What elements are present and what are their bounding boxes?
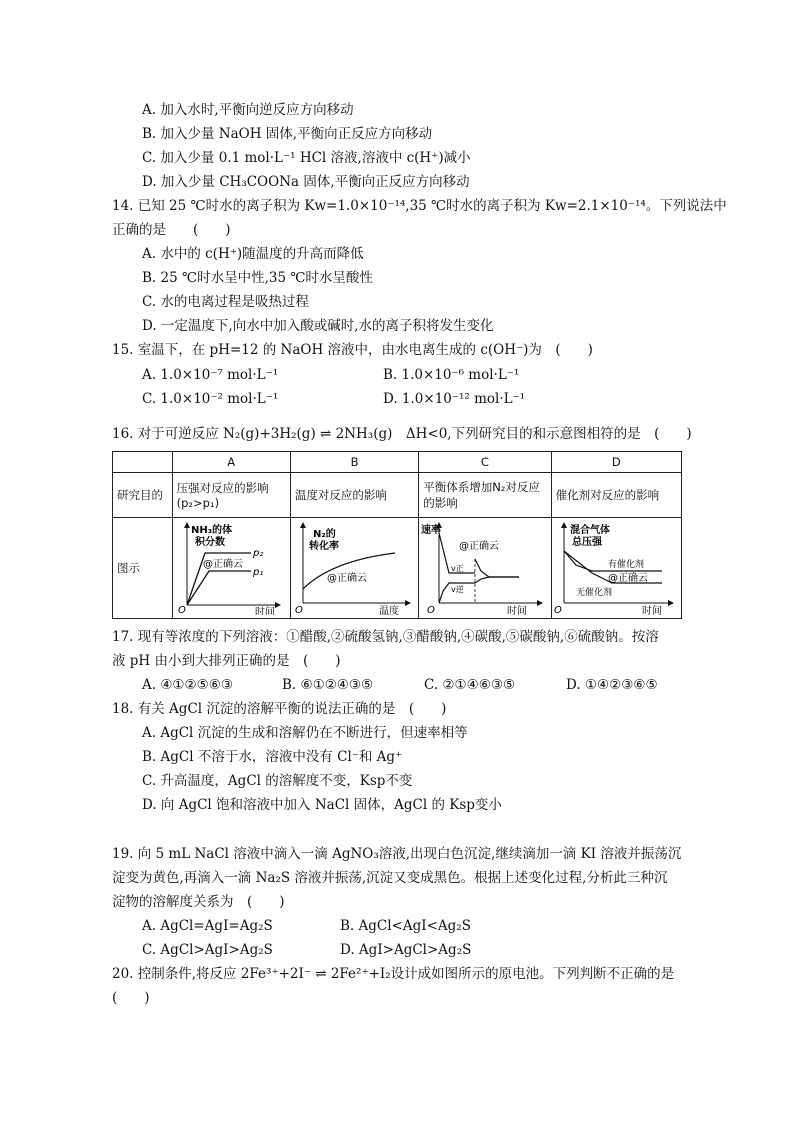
q19-stem-line2: 淀变为黄色,再滴入一滴 Na₂S 溶液并振荡,沉淀又变成黑色。根据上述变化过程,分析此三种沉: [112, 870, 668, 886]
q15-option-c: C. 1.0×10⁻² mol·L⁻¹: [142, 391, 279, 407]
q18-option-d: D. 向 AgCl 饱和溶液中加入 NaCl 固体，AgCl 的 Ksp变小: [142, 797, 502, 813]
y-axis-arrow: [300, 522, 306, 528]
q19-stem-line3: 淀物的溶解度关系为 ( ): [112, 894, 285, 910]
table-header-d: D: [551, 452, 681, 473]
x-axis-arrow: [405, 600, 411, 606]
q17-option-b: B. ⑥①②④③⑤: [282, 677, 374, 693]
q17-option-c: C. ②①④⑥③⑤: [424, 677, 516, 693]
figure-d-graph: [552, 519, 680, 615]
figd-origin: O: [553, 604, 562, 615]
q15-stem: 15. 室温下，在 pH=12 的 NaOH 溶液中，由水电离生成的 c(OH⁻)为 ( ): [112, 342, 593, 358]
q15-option-b: B. 1.0×10⁻⁶ mol·L⁻¹: [383, 367, 520, 383]
q20-stem-line2: ( ): [112, 990, 150, 1006]
purpose-a: 压强对反应的影响(p₂>p₁): [172, 473, 290, 518]
q17-stem-line1: 17. 现有等浓度的下列溶液：①醋酸,②硫酸氢钠,③醋酸钠,④碳酸,⑤碳酸钠,⑥硫酸钠。按溶: [112, 629, 659, 645]
figure-b-graph: [291, 519, 417, 615]
q14-option-c: C. 水的电离过程是吸热过程: [142, 294, 309, 310]
q16-stem: 16. 对于可逆反应 N₂(g)+3H₂(g) ⇌ 2NH₃(g) ΔH<0,下列研究目的和示意图相符的是 ( ): [112, 426, 692, 442]
figure-d: [551, 518, 681, 619]
q19-option-d: D. AgI>AgCl>Ag₂S: [340, 942, 472, 958]
q19-option-b: B. AgCl<AgI<Ag₂S: [340, 918, 471, 934]
figc-v1: v正: [451, 563, 464, 573]
q19-option-a: A. AgCl=AgI=Ag₂S: [142, 918, 273, 934]
figa-ylabel1: NH₃的体: [190, 524, 232, 536]
q18-option-b: B. AgCl 不溶于水，溶液中没有 Cl⁻和 Ag⁺: [142, 749, 403, 765]
q18-option-a: A. AgCl 沉淀的生成和溶解仍在不断进行，但速率相等: [142, 725, 468, 741]
figd-curve2: 无催化剂: [575, 587, 612, 598]
table-header-c: C: [419, 452, 551, 473]
row-label-figure: 图示: [113, 518, 173, 619]
purpose-b: 温度对反应的影响: [290, 473, 418, 518]
figb-ylabel1: N₂的: [312, 528, 336, 540]
purpose-d: 催化剂对反应的影响: [551, 473, 681, 518]
y-axis-arrow: [184, 522, 190, 528]
y-axis-arrow: [561, 522, 567, 528]
q13-option-c: C. 加入少量 0.1 mol·L⁻¹ HCl 溶液,溶液中 c(H⁺)减小: [142, 150, 471, 166]
q20-stem-line1: 20. 控制条件,将反应 2Fe³⁺+2I⁻ ⇌ 2Fe²⁺+I₂设计成如图所示的原电池。下列判断不正确的是: [112, 966, 675, 982]
figure-a-graph: [173, 519, 289, 615]
q14-option-d: D. 一定温度下,向水中加入酸或碱时,水的离子积将发生变化: [142, 318, 494, 334]
figure-b: [290, 518, 418, 619]
figc-v2: v逆: [451, 584, 464, 594]
x-axis-arrow: [668, 600, 674, 606]
q14-option-b: B. 25 ℃时水呈中性,35 ℃时水呈酸性: [142, 270, 373, 286]
q17-option-d: D. ①④②③⑥⑤: [566, 677, 658, 693]
q14-stem-line1: 14. 已知 25 ℃时水的离子积为 Kw=1.0×10⁻¹⁴,35 ℃时水的离子积为 Kw=2.1×10⁻¹⁴。下列说法中: [112, 198, 727, 214]
curve-v-reverse-after: [475, 577, 519, 583]
figc-watermark: @正确云: [459, 540, 500, 552]
figa-ylabel2: 积分数: [194, 536, 225, 548]
q17-stem-line2: 液 pH 由小到大排列正确的是 ( ): [112, 653, 341, 669]
x-axis-arrow: [537, 600, 543, 606]
x-axis-arrow: [275, 602, 281, 608]
q15-option-d: D. 1.0×10⁻¹² mol·L⁻¹: [383, 391, 526, 407]
label-p1: p₁: [252, 566, 263, 578]
table-header-b: B: [290, 452, 418, 473]
figure-c-graph: [419, 519, 549, 615]
q19-stem-line1: 19. 向 5 mL NaCl 溶液中滴入一滴 AgNO₃溶液,出现白色沉淀,继续滴加一滴 KI 溶液并振荡沉: [112, 846, 682, 862]
q14-option-a: A. 水中的 c(H⁺)随温度的升高而降低: [142, 246, 364, 262]
figc-xlabel: 时间: [507, 605, 528, 615]
q14-stem-line2: 正确的是 ( ): [112, 222, 231, 238]
table-header-a: A: [172, 452, 290, 473]
figb-xlabel: 温度: [378, 605, 399, 615]
figa-watermark: @正确云: [202, 558, 243, 570]
purpose-c: 平衡体系增加N₂对反应的影响: [419, 473, 551, 518]
figb-watermark: @正确云: [326, 572, 367, 584]
curve-v-forward-after: [475, 559, 519, 577]
figd-ylabel1: 混合气体: [569, 524, 610, 536]
row-label-purpose: 研究目的: [113, 473, 173, 518]
figc-origin: O: [427, 604, 436, 615]
q18-option-c: C. 升高温度，AgCl 的溶解度不变，Ksp不变: [142, 773, 413, 789]
q15-option-a: A. 1.0×10⁻⁷ mol·L⁻¹: [142, 367, 279, 383]
q13-option-b: B. 加入少量 NaOH 固体,平衡向正反应方向移动: [142, 126, 433, 142]
q17-option-a: A. ④①②⑤⑥③: [142, 677, 233, 693]
figd-ylabel2: 总压强: [571, 536, 602, 548]
q13-option-d: D. 加入少量 CH₃COONa 固体,平衡向正反应方向移动: [142, 174, 470, 190]
figure-a: [172, 518, 290, 619]
figd-curve1: 有催化剂: [607, 559, 644, 570]
figure-c: [419, 518, 551, 619]
q13-option-a: A. 加入水时,平衡向逆反应方向移动: [142, 102, 354, 118]
label-p2: p₂: [252, 547, 263, 559]
figd-watermark: @正确云: [607, 572, 648, 584]
q18-stem: 18. 有关 AgCl 沉淀的溶解平衡的说法正确的是 ( ): [112, 701, 447, 717]
figd-xlabel: 时间: [641, 605, 662, 615]
figc-ylabel: 速率: [421, 524, 442, 536]
figb-ylabel2: 转化率: [308, 540, 339, 552]
table-header-empty: [113, 452, 173, 473]
q16-table: [112, 451, 682, 619]
figb-origin: O: [294, 604, 303, 615]
figa-origin: O: [177, 604, 186, 615]
figa-xlabel: 时间: [254, 606, 275, 615]
q19-option-c: C. AgCl>AgI>Ag₂S: [142, 942, 273, 958]
